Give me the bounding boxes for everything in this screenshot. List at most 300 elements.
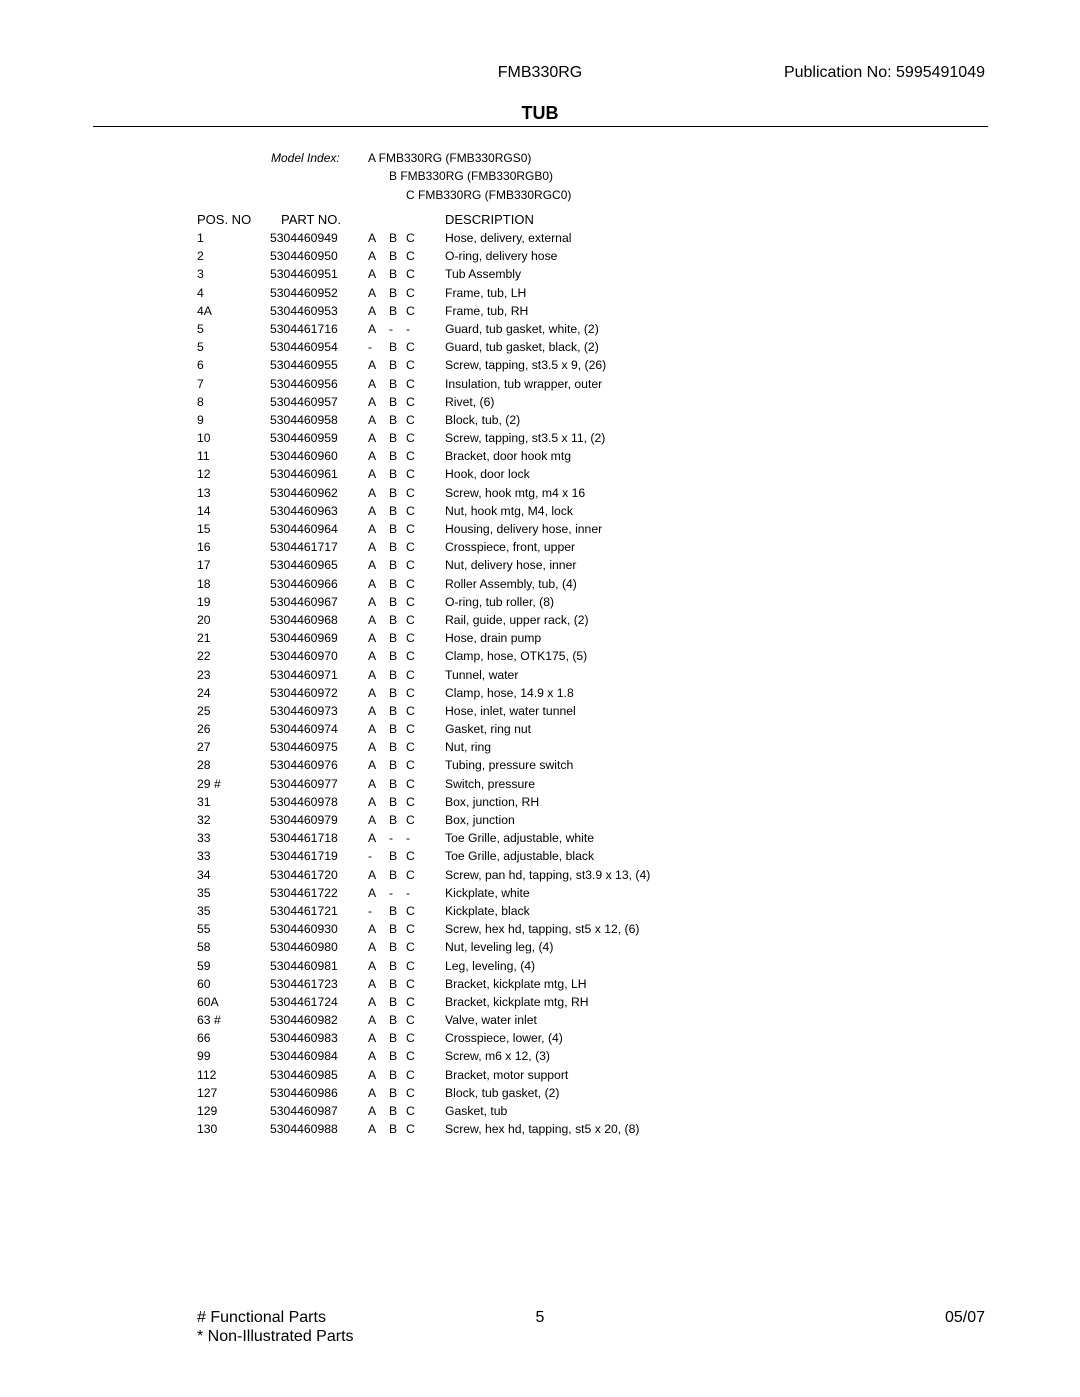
- part-number: 5304461724: [270, 994, 338, 1009]
- pos-number: 12: [197, 467, 211, 482]
- part-description: Toe Grille, adjustable, white: [445, 831, 595, 846]
- model-c-flag: C: [406, 649, 415, 664]
- model-c-flag: C: [406, 576, 415, 591]
- model-b-flag: B: [389, 394, 398, 409]
- table-row: [0, 231, 1080, 249]
- model-a-flag: A: [368, 376, 377, 391]
- model-b-flag: B: [389, 449, 398, 464]
- model-a-flag: A: [368, 1122, 377, 1137]
- model-a-flag: A: [368, 958, 377, 973]
- part-number: 5304460979: [270, 813, 338, 827]
- model-a-flag: A: [368, 1104, 377, 1118]
- part-number: 5304461717: [270, 540, 338, 555]
- pos-number: 58: [197, 940, 211, 955]
- part-number: 5304460970: [270, 649, 338, 664]
- model-c-flag: C: [406, 685, 415, 700]
- model-c-flag: C: [406, 794, 415, 809]
- model-c-flag: C: [406, 849, 415, 864]
- model-c-flag: C: [406, 594, 415, 609]
- part-description: Bracket, kickplate mtg, RH: [445, 994, 589, 1009]
- model-c-flag: C: [406, 249, 415, 264]
- model-b-flag: B: [389, 631, 398, 646]
- table-row: [0, 322, 1080, 340]
- part-number: 5304460985: [270, 1067, 338, 1082]
- table-row: [0, 740, 1080, 758]
- pos-number: 22: [197, 649, 211, 664]
- model-a-flag: A: [368, 594, 377, 609]
- table-row: [0, 613, 1080, 631]
- pos-number: 8: [197, 394, 204, 409]
- model-b-flag: -: [389, 885, 394, 900]
- part-description: Box, junction, RH: [445, 794, 540, 809]
- model-b-flag: B: [389, 431, 398, 446]
- part-number: 5304460960: [270, 449, 338, 464]
- model-a-flag: A: [368, 758, 377, 773]
- part-number: 5304460978: [270, 794, 338, 809]
- part-description: Frame, tub, RH: [445, 303, 529, 318]
- table-row: [0, 813, 1080, 831]
- table-row: [0, 722, 1080, 740]
- pos-number: 19: [197, 594, 211, 609]
- model-a-flag: -: [368, 903, 373, 918]
- model-c-flag: C: [406, 1031, 415, 1046]
- part-number: 5304460969: [270, 631, 338, 646]
- model-c-flag: C: [406, 485, 415, 500]
- model-b-flag: B: [389, 685, 398, 700]
- model-b-flag: B: [389, 758, 398, 773]
- model-c-flag: C: [406, 631, 415, 646]
- model-a-flag: A: [368, 503, 377, 518]
- model-a-flag: A: [368, 885, 377, 900]
- model-a-flag: A: [368, 558, 377, 573]
- part-number: 5304460954: [270, 340, 338, 355]
- model-c-flag: C: [406, 1104, 415, 1118]
- model-b-flag: B: [389, 522, 398, 536]
- column-header-description: DESCRIPTION: [445, 212, 534, 227]
- model-b-flag: B: [389, 667, 398, 682]
- model-b-flag: B: [389, 1049, 398, 1064]
- model-a-flag: A: [368, 394, 377, 409]
- part-number: 5304460973: [270, 703, 338, 718]
- part-number: 5304460963: [270, 503, 338, 518]
- part-description: Screw, hex hd, tapping, st5 x 12, (6): [445, 922, 640, 937]
- model-c-flag: C: [406, 922, 415, 937]
- model-b-flag: B: [389, 285, 398, 300]
- part-number: 5304461723: [270, 976, 338, 991]
- pos-number: 24: [197, 685, 211, 700]
- pos-number: 7: [197, 376, 204, 391]
- part-description: Crosspiece, front, upper: [445, 540, 576, 555]
- model-c-flag: C: [406, 558, 415, 573]
- model-a-flag: A: [368, 976, 377, 991]
- part-description: Screw, hex hd, tapping, st5 x 20, (8): [445, 1122, 640, 1137]
- model-a-flag: A: [368, 740, 377, 755]
- part-description: Block, tub gasket, (2): [445, 1085, 560, 1100]
- table-row: [0, 577, 1080, 595]
- model-a-flag: A: [368, 649, 377, 664]
- model-b-flag: B: [389, 976, 398, 991]
- part-description: Rivet, (6): [445, 394, 495, 409]
- table-row: [0, 831, 1080, 849]
- part-description: Nut, hook mtg, M4, lock: [445, 503, 574, 518]
- table-row: [0, 286, 1080, 304]
- model-a-flag: A: [368, 612, 377, 627]
- publication-number: Publication No: 5995491049: [783, 64, 985, 81]
- table-row: [0, 1049, 1080, 1067]
- model-a-flag: A: [368, 994, 377, 1009]
- part-description: Switch, pressure: [445, 776, 536, 791]
- pos-number: 17: [197, 558, 211, 573]
- model-c-flag: C: [406, 903, 415, 918]
- part-description: Housing, delivery hose, inner: [445, 522, 603, 536]
- part-description: Kickplate, black: [445, 903, 530, 918]
- table-row: [0, 940, 1080, 958]
- pos-number: 26: [197, 722, 211, 737]
- pos-number: 6: [197, 358, 204, 373]
- model-a-flag: A: [368, 303, 377, 318]
- table-row: [0, 558, 1080, 576]
- table-row: [0, 504, 1080, 522]
- part-number: 5304460977: [270, 776, 338, 791]
- table-row: [0, 1086, 1080, 1104]
- model-c-flag: C: [406, 394, 415, 409]
- model-b-flag: B: [389, 358, 398, 373]
- model-b-flag: B: [389, 558, 398, 573]
- part-description: Nut, leveling leg, (4): [445, 940, 554, 955]
- model-a-flag: A: [368, 321, 377, 336]
- model-b-flag: B: [389, 249, 398, 264]
- model-index-a: A FMB330RG (FMB330RGS0): [368, 151, 532, 165]
- model-a-flag: A: [368, 431, 377, 446]
- table-row: [0, 267, 1080, 285]
- pos-number: 33: [197, 831, 211, 846]
- part-number: 5304460953: [270, 303, 338, 318]
- model-a-flag: A: [368, 358, 377, 373]
- part-description: Hose, delivery, external: [445, 231, 572, 245]
- pos-number: 60A: [197, 994, 219, 1009]
- model-a-flag: A: [368, 1049, 377, 1064]
- part-number: 5304460967: [270, 594, 338, 609]
- pos-number: 59: [197, 958, 211, 973]
- model-b-flag: B: [389, 267, 398, 282]
- model-b-flag: B: [389, 813, 398, 827]
- model-c-flag: C: [406, 412, 415, 427]
- table-row: [0, 686, 1080, 704]
- part-number: 5304461720: [270, 867, 338, 882]
- part-description: Screw, hook mtg, m4 x 16: [445, 485, 586, 500]
- part-description: Bracket, kickplate mtg, LH: [445, 976, 587, 991]
- model-b-flag: B: [389, 612, 398, 627]
- pos-number: 15: [197, 522, 211, 536]
- table-row: [0, 995, 1080, 1013]
- part-description: Screw, m6 x 12, (3): [445, 1049, 550, 1064]
- model-a-flag: A: [368, 412, 377, 427]
- part-description: O-ring, tub roller, (8): [445, 594, 555, 609]
- model-c-flag: C: [406, 1049, 415, 1064]
- table-row: [0, 704, 1080, 722]
- model-a-flag: A: [368, 703, 377, 718]
- part-number: 5304460986: [270, 1085, 338, 1100]
- model-c-flag: C: [406, 940, 415, 955]
- part-number: 5304460983: [270, 1031, 338, 1046]
- table-row: [0, 959, 1080, 977]
- table-row: [0, 649, 1080, 667]
- part-description: Hose, inlet, water tunnel: [445, 703, 576, 718]
- part-description: Leg, leveling, (4): [445, 958, 536, 973]
- header-divider: [93, 126, 988, 127]
- model-a-flag: A: [368, 831, 377, 846]
- table-row: [0, 413, 1080, 431]
- part-number: 5304460964: [270, 522, 338, 536]
- part-number: 5304460955: [270, 358, 338, 373]
- model-a-flag: A: [368, 231, 377, 245]
- model-a-flag: A: [368, 285, 377, 300]
- pos-number: 55: [197, 922, 211, 937]
- model-c-flag: C: [406, 303, 415, 318]
- part-description: Hose, drain pump: [445, 631, 542, 646]
- pos-number: 21: [197, 631, 211, 646]
- model-a-flag: A: [368, 1067, 377, 1082]
- part-number: 5304460984: [270, 1049, 338, 1064]
- pos-number: 16: [197, 540, 211, 555]
- table-row: [0, 358, 1080, 376]
- column-header-part: PART NO.: [281, 212, 341, 227]
- model-a-flag: A: [368, 794, 377, 809]
- model-index-b: B FMB330RG (FMB330RGB0): [389, 169, 554, 183]
- model-a-flag: A: [368, 940, 377, 955]
- table-row: [0, 868, 1080, 886]
- model-c-flag: C: [406, 703, 415, 718]
- pos-number: 3: [197, 267, 204, 282]
- model-c-flag: C: [406, 267, 415, 282]
- model-a-flag: -: [368, 849, 373, 864]
- model-a-flag: A: [368, 631, 377, 646]
- table-row: [0, 1013, 1080, 1031]
- table-row: [0, 449, 1080, 467]
- table-row: [0, 795, 1080, 813]
- functional-parts-legend: # Functional Parts: [197, 1309, 326, 1326]
- model-b-flag: B: [389, 849, 398, 864]
- part-number: 5304460949: [270, 231, 338, 245]
- model-b-flag: B: [389, 540, 398, 555]
- model-a-flag: A: [368, 485, 377, 500]
- part-number: 5304460988: [270, 1122, 338, 1137]
- model-c-flag: C: [406, 976, 415, 991]
- model-a-flag: A: [368, 467, 377, 482]
- model-c-flag: C: [406, 449, 415, 464]
- pos-number: 129: [197, 1104, 218, 1118]
- model-a-flag: A: [368, 1013, 377, 1028]
- part-number: 5304460966: [270, 576, 338, 591]
- table-row: [0, 849, 1080, 867]
- pos-number: 60: [197, 976, 211, 991]
- part-number: 5304460952: [270, 285, 338, 300]
- model-b-flag: B: [389, 649, 398, 664]
- model-b-flag: B: [389, 340, 398, 355]
- table-row: [0, 249, 1080, 267]
- pos-number: 35: [197, 903, 211, 918]
- pos-number: 33: [197, 849, 211, 864]
- model-b-flag: B: [389, 740, 398, 755]
- pos-number: 5: [197, 340, 204, 355]
- pos-number: 112: [197, 1067, 217, 1082]
- model-c-flag: C: [406, 467, 415, 482]
- pos-number: 14: [197, 503, 211, 518]
- model-b-flag: -: [389, 321, 394, 336]
- publication-date: 05/07: [944, 1309, 985, 1326]
- part-description: Bracket, door hook mtg: [445, 449, 571, 464]
- table-row: [0, 340, 1080, 358]
- model-b-flag: B: [389, 903, 398, 918]
- model-a-flag: A: [368, 1085, 377, 1100]
- model-b-flag: B: [389, 794, 398, 809]
- pos-number: 4: [197, 285, 204, 300]
- model-b-flag: B: [389, 412, 398, 427]
- part-description: Roller Assembly, tub, (4): [445, 576, 577, 591]
- part-number: 5304460968: [270, 612, 338, 627]
- pos-number: 25: [197, 703, 211, 718]
- model-c-flag: C: [406, 340, 415, 355]
- model-c-flag: -: [406, 321, 411, 336]
- pos-number: 1: [197, 231, 204, 245]
- model-a-flag: A: [368, 685, 377, 700]
- model-a-flag: A: [368, 522, 377, 536]
- part-number: 5304460976: [270, 758, 338, 773]
- pos-number: 9: [197, 412, 204, 427]
- model-number: FMB330RG: [497, 64, 583, 81]
- model-c-flag: C: [406, 612, 415, 627]
- table-row: [0, 631, 1080, 649]
- model-b-flag: B: [389, 467, 398, 482]
- table-row: [0, 467, 1080, 485]
- page-number: 5: [535, 1309, 545, 1326]
- part-description: Valve, water inlet: [445, 1013, 537, 1028]
- part-number: 5304461721: [270, 903, 338, 918]
- model-a-flag: A: [368, 922, 377, 937]
- part-description: Gasket, ring nut: [445, 722, 532, 737]
- table-row: [0, 886, 1080, 904]
- part-number: 5304460987: [270, 1104, 338, 1118]
- model-c-flag: C: [406, 1013, 415, 1028]
- part-description: Nut, delivery hose, inner: [445, 558, 577, 573]
- part-description: Block, tub, (2): [445, 412, 521, 427]
- part-number: 5304461718: [270, 831, 338, 846]
- part-description: Guard, tub gasket, white, (2): [445, 321, 599, 336]
- pos-number: 63 #: [197, 1013, 221, 1028]
- table-row: [0, 595, 1080, 613]
- model-b-flag: B: [389, 940, 398, 955]
- model-b-flag: B: [389, 1031, 398, 1046]
- model-c-flag: C: [406, 358, 415, 373]
- table-row: [0, 668, 1080, 686]
- part-description: Toe Grille, adjustable, black: [445, 849, 595, 864]
- pos-number: 20: [197, 612, 211, 627]
- model-c-flag: C: [406, 958, 415, 973]
- model-c-flag: C: [406, 740, 415, 755]
- model-a-flag: -: [368, 340, 373, 355]
- pos-number: 29 #: [197, 776, 221, 791]
- part-number: 5304460972: [270, 685, 338, 700]
- model-a-flag: A: [368, 576, 377, 591]
- model-b-flag: B: [389, 376, 398, 391]
- model-b-flag: B: [389, 1067, 398, 1082]
- part-description: Crosspiece, lower, (4): [445, 1031, 563, 1046]
- part-number: 5304460958: [270, 412, 338, 427]
- part-number: 5304460982: [270, 1013, 338, 1028]
- part-description: Screw, pan hd, tapping, st3.9 x 13, (4): [445, 867, 651, 882]
- part-description: Tubing, pressure switch: [445, 758, 574, 773]
- model-a-flag: A: [368, 249, 377, 264]
- part-number: 5304461716: [270, 321, 338, 336]
- model-c-flag: C: [406, 758, 415, 773]
- part-description: Screw, tapping, st3.5 x 9, (26): [445, 358, 607, 373]
- model-a-flag: A: [368, 667, 377, 682]
- model-c-flag: C: [406, 522, 415, 536]
- part-number: 5304461719: [270, 849, 338, 864]
- model-c-flag: C: [406, 1067, 415, 1082]
- model-c-flag: C: [406, 667, 415, 682]
- model-b-flag: B: [389, 994, 398, 1009]
- model-c-flag: C: [406, 285, 415, 300]
- model-b-flag: B: [389, 722, 398, 737]
- pos-number: 130: [197, 1122, 218, 1137]
- model-b-flag: B: [389, 303, 398, 318]
- part-number: 5304460965: [270, 558, 338, 573]
- pos-number: 23: [197, 667, 211, 682]
- part-description: Box, junction: [445, 813, 515, 827]
- model-c-flag: C: [406, 867, 415, 882]
- model-b-flag: -: [389, 831, 394, 846]
- model-index-label: Model Index:: [271, 151, 340, 165]
- part-description: Hook, door lock: [445, 467, 530, 482]
- part-description: Frame, tub, LH: [445, 285, 527, 300]
- model-b-flag: B: [389, 867, 398, 882]
- part-description: O-ring, delivery hose: [445, 249, 558, 264]
- part-description: Rail, guide, upper rack, (2): [445, 612, 589, 627]
- table-row: [0, 1104, 1080, 1122]
- pos-number: 27: [197, 740, 211, 755]
- model-b-flag: B: [389, 231, 398, 245]
- model-c-flag: C: [406, 722, 415, 737]
- pos-number: 13: [197, 485, 211, 500]
- table-row: [0, 1031, 1080, 1049]
- model-c-flag: C: [406, 376, 415, 391]
- part-description: Clamp, hose, OTK175, (5): [445, 649, 588, 664]
- model-b-flag: B: [389, 1013, 398, 1028]
- model-b-flag: B: [389, 703, 398, 718]
- part-description: Screw, tapping, st3.5 x 11, (2): [445, 431, 606, 446]
- model-b-flag: B: [389, 1085, 398, 1100]
- part-number: 5304460961: [270, 467, 338, 482]
- model-b-flag: B: [389, 922, 398, 937]
- part-number: 5304460951: [270, 267, 338, 282]
- table-row: [0, 304, 1080, 322]
- table-row: [0, 395, 1080, 413]
- non-illustrated-parts-legend: * Non-Illustrated Parts: [197, 1328, 354, 1345]
- part-number: 5304460981: [270, 958, 338, 973]
- part-description: Tunnel, water: [445, 667, 519, 682]
- part-description: Guard, tub gasket, black, (2): [445, 340, 599, 355]
- pos-number: 28: [197, 758, 211, 773]
- part-number: 5304460980: [270, 940, 338, 955]
- part-description: Bracket, motor support: [445, 1067, 569, 1082]
- parts-table: [0, 231, 1080, 1140]
- pos-number: 18: [197, 576, 211, 591]
- table-row: [0, 486, 1080, 504]
- section-title: TUB: [521, 103, 559, 123]
- part-number: 5304461722: [270, 885, 338, 900]
- part-description: Tub Assembly: [445, 267, 522, 282]
